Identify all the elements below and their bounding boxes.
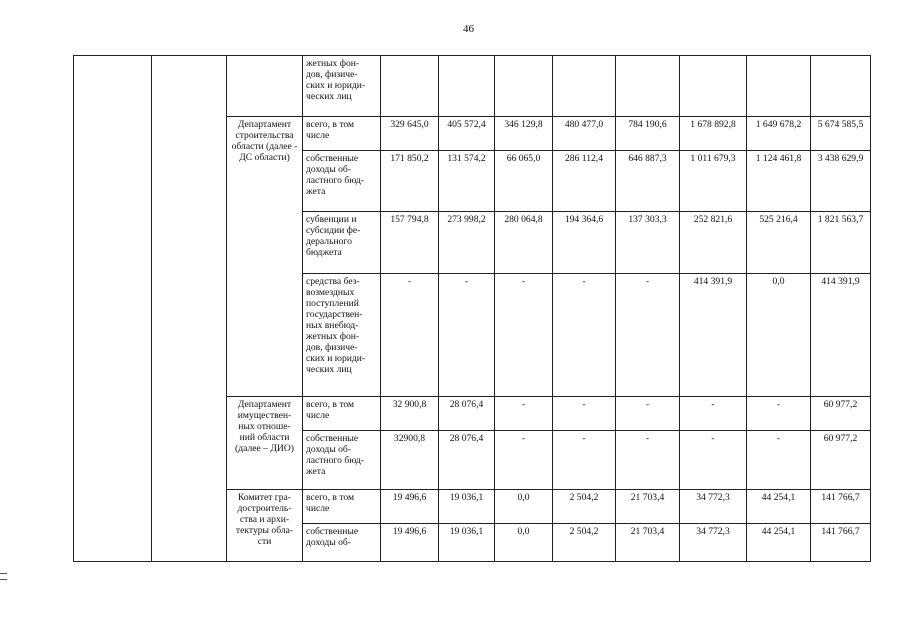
- funding-source-cell: средства без- возмездных поступлений государствен- ных внебюд- жетных фон- дов, физиче- ских и юриди- ческих лиц: [303, 274, 381, 397]
- value-cell: 44 254,1: [747, 524, 811, 562]
- value-cell: 273 998,2: [439, 212, 495, 274]
- value-cell: 414 391,9: [811, 274, 871, 397]
- value-cell: 1 011 679,3: [680, 151, 747, 212]
- value-cell: 405 572,4: [439, 117, 495, 151]
- value-cell: 32900,8: [381, 431, 439, 490]
- margin-mark: [0, 579, 7, 580]
- value-cell: 480 477,0: [553, 117, 616, 151]
- funding-source-cell: жетных фон- дов, физиче- ских и юриди- ческих лиц: [303, 56, 381, 117]
- budget-table: [73, 55, 871, 562]
- value-cell: -: [553, 397, 616, 431]
- funding-source-cell: субвенции и субсидии фе- дерального бюджета: [303, 212, 381, 274]
- value-cell: 44 254,1: [747, 490, 811, 524]
- value-cell: -: [553, 431, 616, 490]
- value-cell: 19 496,6: [381, 524, 439, 562]
- value-cell: [553, 56, 616, 117]
- value-cell: -: [553, 274, 616, 397]
- value-cell: 60 977,2: [811, 397, 871, 431]
- value-cell: -: [495, 274, 553, 397]
- value-cell: 280 064,8: [495, 212, 553, 274]
- funding-source-cell: собственные доходы об-: [303, 524, 381, 562]
- value-cell: -: [495, 397, 553, 431]
- funding-source-cell: всего, в том числе: [303, 117, 381, 151]
- value-cell: 28 076,4: [439, 397, 495, 431]
- value-cell: 1 649 678,2: [747, 117, 811, 151]
- value-cell: 21 703,4: [616, 524, 680, 562]
- value-cell: 60 977,2: [811, 431, 871, 490]
- value-cell: -: [680, 397, 747, 431]
- value-cell: -: [495, 431, 553, 490]
- value-cell: -: [747, 397, 811, 431]
- funding-source-cell: собственные доходы об- ластного бюд- жета: [303, 151, 381, 212]
- value-cell: -: [439, 274, 495, 397]
- value-cell: 19 036,1: [439, 524, 495, 562]
- value-cell: 0,0: [747, 274, 811, 397]
- value-cell: 28 076,4: [439, 431, 495, 490]
- funding-source-cell: собственные доходы об- ластного бюд- жета: [303, 431, 381, 490]
- value-cell: 137 303,3: [616, 212, 680, 274]
- value-cell: 141 766,7: [811, 490, 871, 524]
- value-cell: [680, 56, 747, 117]
- value-cell: 19 496,6: [381, 490, 439, 524]
- department-cell: Департамент строительства области (далее - ДС области): [227, 117, 303, 397]
- value-cell: -: [381, 274, 439, 397]
- department-cell: [227, 56, 303, 117]
- value-cell: 525 216,4: [747, 212, 811, 274]
- value-cell: -: [616, 431, 680, 490]
- value-cell: 157 794,8: [381, 212, 439, 274]
- value-cell: -: [747, 431, 811, 490]
- value-cell: 0,0: [495, 490, 553, 524]
- value-cell: 34 772,3: [680, 490, 747, 524]
- value-cell: 21 703,4: [616, 490, 680, 524]
- value-cell: 286 112,4: [553, 151, 616, 212]
- value-cell: 171 850,2: [381, 151, 439, 212]
- value-cell: [747, 56, 811, 117]
- value-cell: 32 900,8: [381, 397, 439, 431]
- value-cell: 3 438 629,9: [811, 151, 871, 212]
- value-cell: 34 772,3: [680, 524, 747, 562]
- value-cell: [616, 56, 680, 117]
- funding-source-cell: всего, в том числе: [303, 490, 381, 524]
- value-cell: 66 065,0: [495, 151, 553, 212]
- value-cell: 252 821,6: [680, 212, 747, 274]
- value-cell: 1 124 461,8: [747, 151, 811, 212]
- value-cell: 1 678 892,8: [680, 117, 747, 151]
- value-cell: 784 190,6: [616, 117, 680, 151]
- value-cell: 329 645,0: [381, 117, 439, 151]
- outer-column-cell: [74, 56, 152, 562]
- value-cell: -: [616, 274, 680, 397]
- value-cell: 346 129,8: [495, 117, 553, 151]
- value-cell: [439, 56, 495, 117]
- outer-column-cell: [152, 56, 227, 562]
- value-cell: 141 766,7: [811, 524, 871, 562]
- value-cell: 2 504,2: [553, 524, 616, 562]
- department-cell: Департамент имуществен- ных отноше- ний области (далее – ДИО): [227, 397, 303, 490]
- value-cell: -: [616, 397, 680, 431]
- table-row: [74, 56, 871, 117]
- value-cell: [495, 56, 553, 117]
- value-cell: 1 821 563,7: [811, 212, 871, 274]
- value-cell: 19 036,1: [439, 490, 495, 524]
- value-cell: 646 887,3: [616, 151, 680, 212]
- value-cell: 131 574,2: [439, 151, 495, 212]
- funding-source-cell: всего, в том числе: [303, 397, 381, 431]
- value-cell: [381, 56, 439, 117]
- value-cell: 194 364,6: [553, 212, 616, 274]
- value-cell: 2 504,2: [553, 490, 616, 524]
- value-cell: [811, 56, 871, 117]
- value-cell: 5 674 585,5: [811, 117, 871, 151]
- margin-mark: [0, 573, 7, 574]
- value-cell: 414 391,9: [680, 274, 747, 397]
- page-number: 46: [463, 23, 474, 35]
- department-cell: Комитет гра- достроитель- ства и архи- тектуры обла- сти: [227, 490, 303, 562]
- value-cell: 0,0: [495, 524, 553, 562]
- value-cell: -: [680, 431, 747, 490]
